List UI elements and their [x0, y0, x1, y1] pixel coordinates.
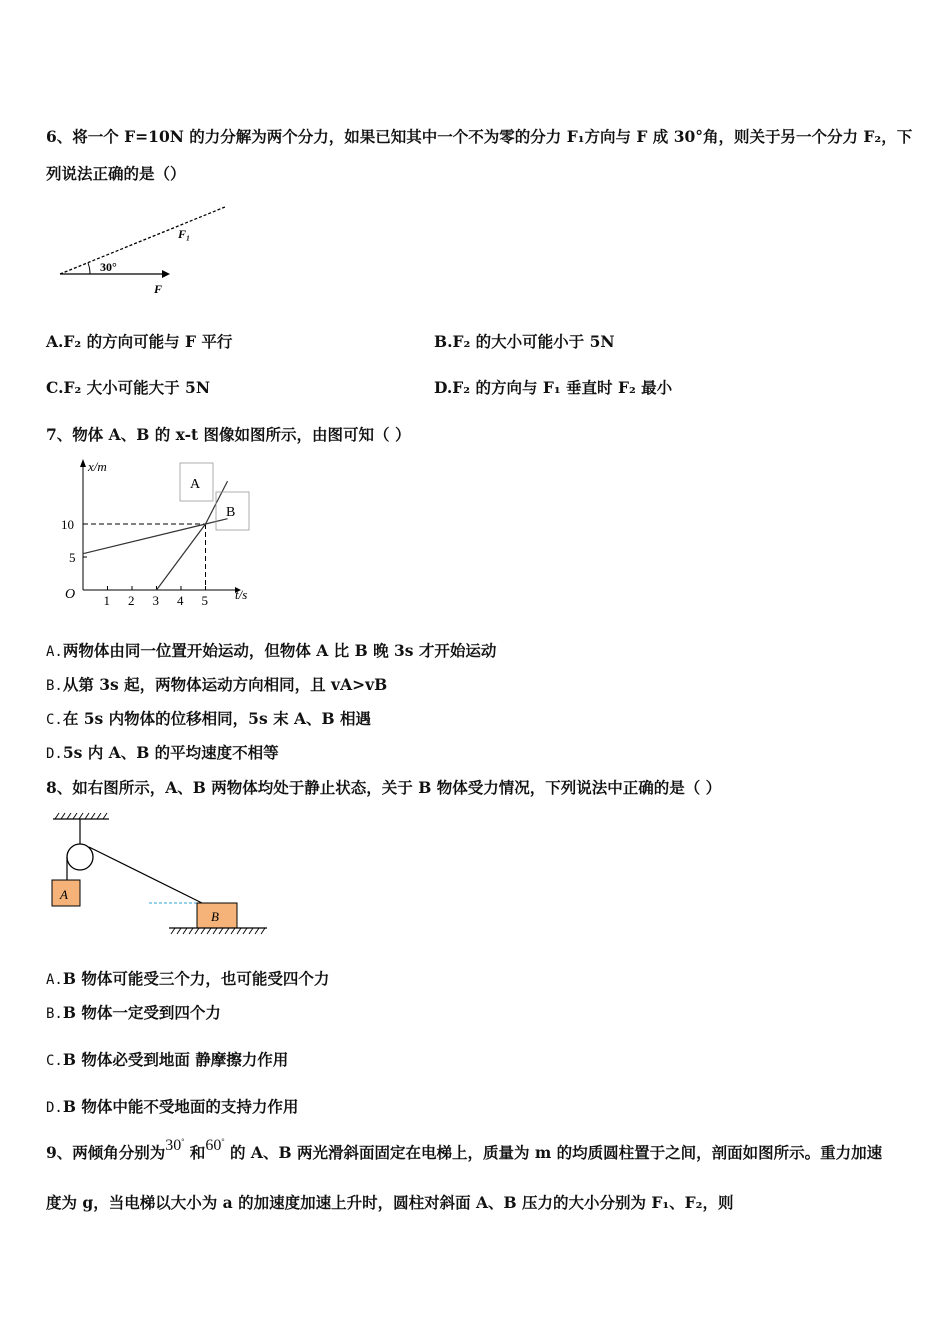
f-label: F [154, 282, 163, 296]
block-b-label: B [211, 909, 219, 924]
q6-stem-line1: 6、将一个 F=10N 的力分解为两个分力，如果已知其中一个不为零的分力 F₁方向与 F 成 30°角，则关于另一个分力 F₂，下 [46, 127, 913, 146]
q6-option-a[interactable]: A.F₂ 的方向可能与 F 平行 [46, 332, 233, 351]
q9-part3: 的 A、B 两光滑斜面固定在电梯上，质量为 m 的均质圆柱置于之间，剖面如图所示。重力加速 [230, 1143, 883, 1162]
block-a-label: A [60, 887, 68, 902]
q8-pulley-diagram [45, 810, 275, 940]
q8-option-d[interactable] [46, 1097, 298, 1118]
q9-angle2 [205, 1137, 224, 1154]
y-axis-label: x/m [88, 459, 107, 474]
q7-option-d-prefix: D. [46, 746, 63, 762]
q9-angle1-degree: ° [181, 1137, 185, 1146]
q7-option-b-text: 从第 3s 起，两物体运动方向相同，且 vA>vB [62, 675, 388, 694]
x-axis-label: t/s [235, 587, 248, 602]
q6-force-diagram [50, 200, 240, 300]
q7-option-a-prefix: A. [46, 644, 63, 660]
q8-option-c[interactable] [46, 1050, 288, 1071]
q8-stem: 8、如右图所示，A、B 两物体均处于静止状态，关于 B 物体受力情况，下列说法中正确的是（ ） [46, 778, 722, 797]
q8-option-a-text: B 物体可能受三个力，也可能受四个力 [62, 969, 330, 988]
q9-part2: 和 [189, 1143, 206, 1162]
angle-label: 30° [100, 260, 117, 274]
q8-option-b-text: B 物体一定受到四个力 [62, 1003, 221, 1022]
q6-option-b[interactable]: B.F₂ 的大小可能小于 5N [434, 332, 615, 351]
q9-angle1-value: 30 [165, 1137, 182, 1154]
q6-option-d[interactable]: D.F₂ 的方向与 F₁ 垂直时 F₂ 最小 [434, 378, 673, 397]
q7-xt-chart [55, 455, 265, 615]
q7-option-a-text: 两物体由同一位置开始运动，但物体 A 比 B 晚 3s 才开始运动 [62, 641, 497, 660]
q9-stem-line1 [46, 1137, 883, 1166]
q6-stem-line2: 列说法正确的是（） [46, 164, 186, 183]
q7-stem: 7、物体 A、B 的 x-t 图像如图所示，由图可知（ ） [46, 425, 411, 444]
x-tick-label: 2 [128, 593, 135, 608]
angle-arc [88, 263, 90, 274]
origin-label: O [65, 587, 76, 602]
f1-label: F₁ [178, 227, 191, 241]
rope-to-b [89, 847, 202, 903]
x-tick-label: 1 [103, 593, 110, 608]
q9-stem-line2: 度为 g，当电梯以大小为 a 的加速度加速上升时，圆柱对斜面 A、B 压力的大小分别为 F₁、F₂，则 [46, 1193, 734, 1212]
q9-angle2-value: 60 [205, 1137, 222, 1154]
q7-option-c-text: 在 5s 内物体的位移相同，5s 末 A、B 相遇 [62, 709, 371, 728]
series-line-a [157, 481, 228, 590]
q8-option-c-prefix: C. [46, 1053, 63, 1069]
series-a-label: A [190, 477, 201, 492]
series-b-label: B [226, 505, 236, 520]
q8-option-a-prefix: A. [46, 972, 63, 988]
q8-option-c-text: B 物体必受到地面 静摩擦力作用 [62, 1050, 289, 1069]
q7-option-b[interactable] [46, 675, 387, 696]
q8-option-d-text: B 物体中能不受地面的支持力作用 [62, 1097, 299, 1116]
q6-option-c[interactable]: C.F₂ 大小可能大于 5N [46, 378, 210, 397]
q7-option-c-prefix: C. [46, 712, 63, 728]
x-tick-label: 3 [152, 593, 159, 608]
ceiling-hatch [55, 813, 107, 819]
y-axis-arrow [80, 459, 86, 467]
x-tick-label: 5 [201, 593, 208, 608]
q9-angle1 [165, 1137, 184, 1154]
x-tick-label: 4 [177, 593, 184, 608]
q8-option-b[interactable] [46, 1003, 221, 1024]
q7-option-a[interactable] [46, 641, 496, 662]
y-tick-label: 5 [69, 550, 76, 565]
q8-option-b-prefix: B. [46, 1006, 63, 1022]
ground-hatch [171, 928, 265, 934]
q7-option-c[interactable] [46, 709, 371, 730]
f-arrow-head [162, 270, 170, 278]
f1-dashed-line [60, 207, 225, 274]
q8-option-a[interactable] [46, 969, 329, 990]
pulley-wheel [67, 844, 93, 870]
q8-option-d-prefix: D. [46, 1100, 63, 1116]
y-tick-label: 10 [61, 517, 74, 532]
q7-option-d-text: 5s 内 A、B 的平均速度不相等 [62, 743, 279, 762]
q7-option-b-prefix: B. [46, 678, 63, 694]
q7-option-d[interactable] [46, 743, 279, 764]
q9-part1: 9、两倾角分别为 [46, 1143, 166, 1162]
q9-angle2-degree: ° [221, 1137, 225, 1146]
